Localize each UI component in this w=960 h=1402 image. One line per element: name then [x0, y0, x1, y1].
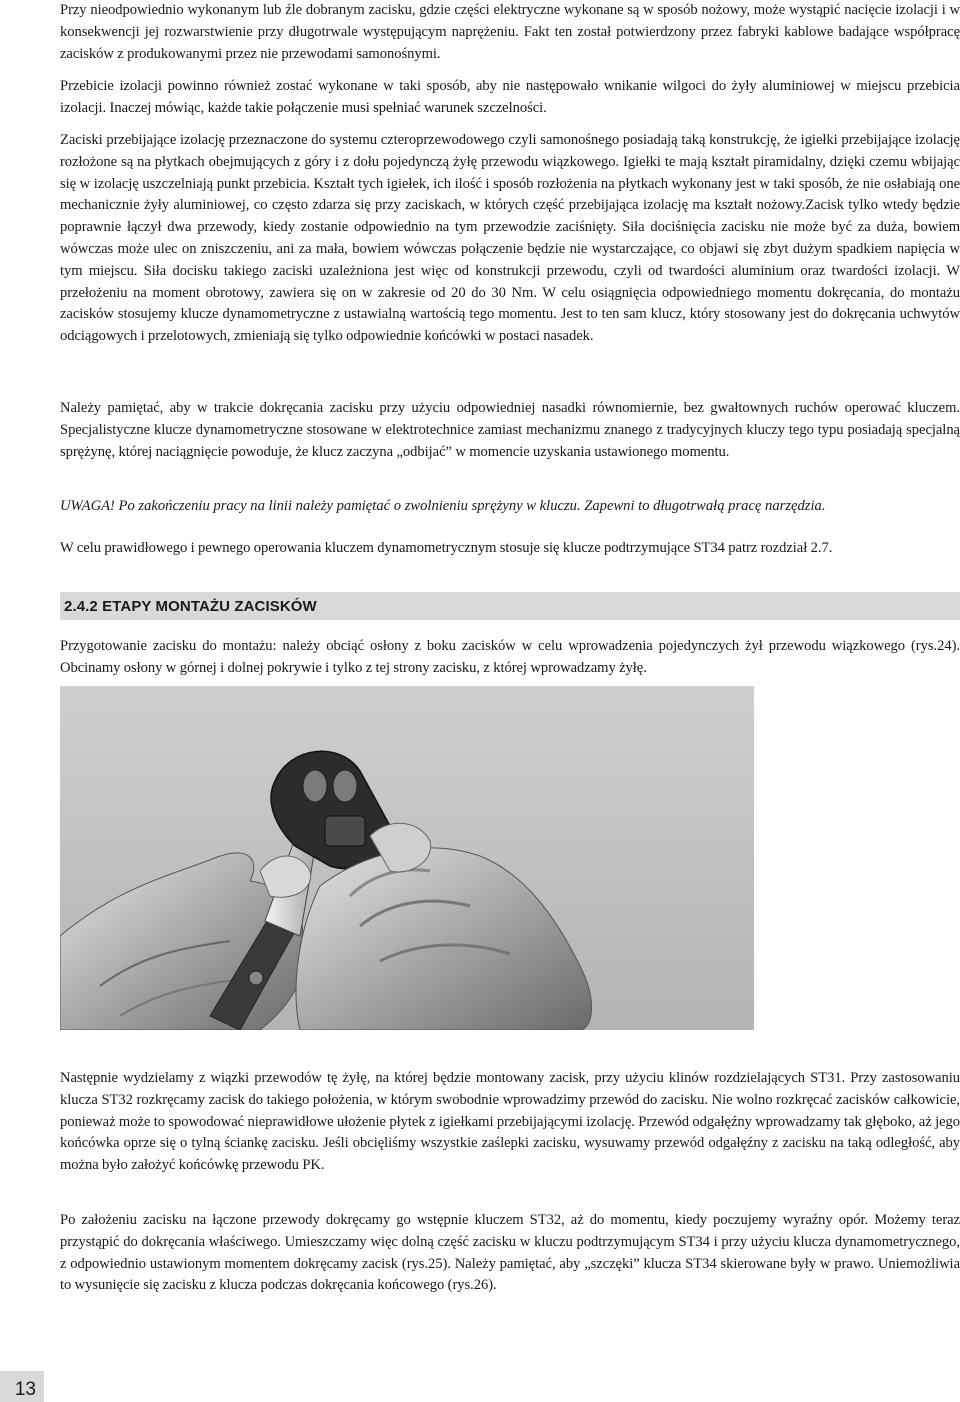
warning-note: UWAGA! Po zakończeniu pracy na linii należy pamiętać o zwolnieniu sprężyny w kluczu. Zapewni to długotrwałą pracę narzędzia. — [60, 498, 826, 514]
paragraph-piercing-clamps: Zaciski przebijające izolację przeznaczone do systemu czteroprzewodowego czyli samonośnego posiadają taką konstrukcję, że igiełki przebijające izolację rozłożone są na płytkach obejmujących z góry i z dołu pojedynczą żyłę przewodu wiązkowego. Igiełki te mają kształt piramidalny, dzięki czemu wbijając się w izolację uszczelniają punkt przebicia. Kształt tych igiełek, ich ilość i sposób rozłożenia na płytkach wykonany jest w taki sposób, że nie osłabiają one mechanicznie żyły aluminiowej, co często zdarza się przy zaciskach, w których część przebijająca izolację ma kształt nożowy.Zacisk tylko wtedy będzie poprawnie łączył dwa przewody, kiedy zostanie odpowiednio na tym przewodzie zaciśnięty. Siła dociśnięcia zacisku nie może być za duża, bowiem wówczas może ulec on zniszczeniu, ani za mała, bowiem wówczas połączenie będzie nie wystarczające, co objawi się zbyt dużym spadkiem napięcia w tym miejscu. Siła docisku takiego zaciski uzależniona jest więc od konstrukcji przewodu, czyli od twardości aluminium oraz twardości izolacji. W przełożeniu na moment obrotowy, zawiera się on w zakresie od 20 do 30 Nm. W celu osiągnięcia odpowiedniego momentu dokręcania, do montażu zacisków stosujemy klucze dynamometryczne z ustawialną wartością tego momentu. Jest to ten sam klucz, który stosowany jest do dokręcania uchwytów odciągowych i przelotowych, zmieniają się tylko odpowiednie końcówki w postaci nasadek. — [60, 132, 960, 345]
figure-photo — [60, 686, 754, 1030]
paragraph-moisture-sealing: Przebicie izolacji powinno również zostać wykonane w taki sposób, aby nie następowało wnikanie wilgoci do żyły aluminiowej w miejscu przebicia izolacji. Inaczej mówiąc, każde takie połączenie musi spełniać warunek szczelności. — [60, 78, 960, 116]
section-heading — [60, 592, 960, 620]
page-number — [0, 1371, 44, 1402]
paragraph-final-tightening: Po założeniu zacisku na łączone przewody dokręcamy go wstępnie kluczem ST32, aż do momentu, kiedy poczujemy wyraźny opór. Możemy teraz przystąpić do dokręcania właściwego. Umieszczamy więc dolną część zacisku w kluczu podtrzymującym ST34 i przy użyciu klucza dynamometrycznego, z odpowiednio ustawionym momentem dokręcamy zacisk (rys.25). Należy pamiętać, aby „szczęki” klucza ST34 skierowane były w prawo. Uniemożliwia to wysunięcie się zacisku z klucza podczas dokręcania końcowego (rys.26). — [60, 1212, 960, 1294]
page-number-text: 13 — [14, 1379, 36, 1400]
paragraph-support-wrench: W celu prawidłowego i pewnego operowania kluczem dynamometrycznym stosuje się klucze podtrzymujące ST34 patrz rozdział 2.7. — [60, 540, 833, 556]
paragraph-insulation-cutting: Przy nieodpowiednio wykonanym lub źle dobranym zacisku, gdzie części elektryczne wykonane są w sposób nożowy, może wystąpić nacięcie izolacji i w konsekwencji jej rozwarstwienie przy długotrwale występującym naprężeniu. Fakt ten został potwierdzony przez fabryki kablowe badające współpracę zacisków z produkowanymi przez nie przewodami samonośnymi. — [60, 2, 960, 62]
paragraph-torque-wrench: Należy pamiętać, aby w trakcie dokręcania zacisku przy użyciu odpowiedniej nasadki równomiernie, bez gwałtownych ruchów operować kluczem. Specjalistyczne klucze dynamometryczne stosowane w elektrotechnice zamiast mechanizmu znanego z tradycyjnych kluczy tego typu posiadają specjalną sprężynę, której naciągnięcie powoduje, że klucz zaczyna „odbijać” w momencie uzyskania ustawionego momentu. — [60, 400, 960, 460]
document-page — [60, 0, 960, 1402]
paragraph-wire-separation: Następnie wydzielamy z wiązki przewodów tę żyłę, na której będzie montowany zacisk, przy użyciu klinów rozdzielających ST31. Przy zastosowaniu klucza ST32 rozkręcamy zacisk do takiego położenia, w którym swobodnie wprowadzimy przewód do zacisku. Nie wolno rozkręcać zacisków całkowicie, ponieważ może to spowodować nieprawidłowe ułożenie płytek z igiełkami przebijającymi izolację. Przewód odgałęźny wprowadzamy tak głęboko, aż jego końcówka oprze się o tylną ściankę zacisku. Jeśli obcięliśmy wszystkie zaślepki zacisku, wysuwamy przewód odgałęźny z zacisku na taką odległość, aby można było założyć końcówkę przewodu PK. — [60, 1070, 960, 1174]
photo-hands-knife-clamp-icon — [60, 686, 754, 1030]
section-heading-text: 2.4.2 ETAPY MONTAŻU ZACISKÓW — [64, 597, 317, 615]
paragraph-clamp-preparation: Przygotowanie zacisku do montażu: należy obciąć osłony z boku zacisków w celu wprowadzenia pojedynczych żył przewodu wiązkowego (rys.24). Obcinamy osłony w górnej i dolnej pokrywie i tylko z tej strony zacisku, z której wprowadzamy żyłę. — [60, 638, 960, 676]
